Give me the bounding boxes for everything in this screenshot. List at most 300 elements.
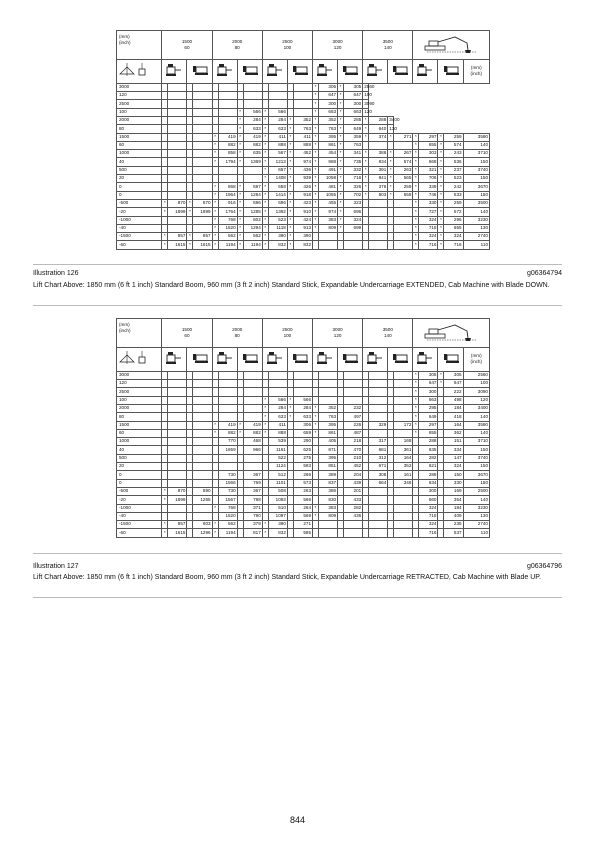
limit-marker-cell: * bbox=[413, 404, 419, 412]
load-value-cell bbox=[168, 83, 187, 91]
load-value-cell: 341 bbox=[344, 150, 363, 158]
limit-marker-cell: * bbox=[438, 141, 444, 149]
limit-marker-cell: * bbox=[313, 175, 319, 183]
radius-in: 60 bbox=[184, 333, 190, 338]
limit-marker-cell: * bbox=[287, 404, 293, 412]
limit-marker-cell: * bbox=[212, 521, 218, 529]
max-reach-cell: 2560 bbox=[463, 371, 489, 379]
load-value-cell: 730 bbox=[218, 471, 237, 479]
load-value-cell: 508 bbox=[268, 487, 287, 495]
load-value-cell: 439 bbox=[344, 479, 363, 487]
max-reach-cell: 130 bbox=[463, 224, 489, 232]
table-row bbox=[117, 421, 490, 429]
radius-mm: 3000 bbox=[332, 327, 343, 332]
lift-height-cell: 80 bbox=[117, 413, 162, 421]
load-value-cell: 939 bbox=[293, 175, 312, 183]
load-value-cell: 284 bbox=[243, 116, 262, 124]
limit-marker-cell: * bbox=[313, 116, 319, 124]
load-value-cell: 882 bbox=[218, 429, 237, 437]
load-value-cell: 1161 bbox=[268, 446, 287, 454]
load-value-cell: 308 bbox=[369, 471, 388, 479]
load-value-cell: 271 bbox=[394, 133, 413, 141]
load-value-cell: 259 bbox=[444, 199, 463, 207]
side-load-icon bbox=[237, 60, 262, 84]
height-load-icon bbox=[117, 60, 162, 84]
load-value-cell: 334 bbox=[444, 446, 463, 454]
limit-marker-cell: * bbox=[438, 150, 444, 158]
load-value-cell: 635 bbox=[419, 446, 438, 454]
limit-marker-cell: * bbox=[212, 208, 218, 216]
load-value-cell: 888 bbox=[268, 429, 287, 437]
max-reach-cell: 150 bbox=[463, 463, 489, 471]
load-value-cell: 295 bbox=[419, 404, 438, 412]
load-value-cell: 395 bbox=[318, 421, 337, 429]
lift-height-cell: -20 bbox=[117, 496, 162, 504]
side-load-icon bbox=[388, 348, 413, 372]
load-value-cell: 681 bbox=[369, 446, 388, 454]
load-value-cell: 383 bbox=[318, 504, 337, 512]
load-value-cell: 763 bbox=[344, 141, 363, 149]
radius-mm: 2000 bbox=[232, 39, 243, 44]
radius-1500-header bbox=[162, 319, 212, 348]
lift-height-cell: 120 bbox=[117, 92, 162, 100]
max-reach-cell: 150 bbox=[463, 479, 489, 487]
load-value-cell: 716 bbox=[419, 241, 438, 249]
load-value-cell: 768 bbox=[218, 216, 237, 224]
load-value-cell bbox=[394, 141, 413, 149]
load-value-cell: 419 bbox=[218, 421, 237, 429]
limit-marker-cell: * bbox=[313, 125, 319, 133]
limit-marker-cell: * bbox=[313, 133, 319, 141]
load-value-cell: 647 bbox=[318, 92, 337, 100]
limit-marker-cell: * bbox=[313, 166, 319, 174]
max-reach-cell: 130 bbox=[463, 512, 489, 520]
load-value-cell: 663 bbox=[344, 108, 363, 116]
limit-marker-cell: * bbox=[438, 241, 444, 249]
lift-height-cell: 3000 bbox=[117, 83, 162, 91]
load-value-cell bbox=[218, 108, 237, 116]
load-value-cell: 702 bbox=[344, 191, 363, 199]
load-value-cell: 988 bbox=[318, 158, 337, 166]
limit-marker-cell: * bbox=[338, 208, 344, 216]
limit-marker-cell: * bbox=[237, 141, 243, 149]
side-load-icon bbox=[187, 348, 212, 372]
lift-height-cell: 1000 bbox=[117, 150, 162, 158]
max-reach-cell: 100 bbox=[363, 92, 369, 100]
limit-marker-cell: * bbox=[338, 224, 344, 232]
limit-marker-cell: * bbox=[313, 150, 319, 158]
load-value-cell: 566 bbox=[268, 108, 287, 116]
load-value-cell: 634 bbox=[419, 479, 438, 487]
load-value-cell bbox=[168, 512, 187, 520]
lift-height-cell: -40 bbox=[117, 512, 162, 520]
load-value-cell bbox=[168, 116, 187, 124]
load-value-cell bbox=[168, 463, 187, 471]
load-value-cell: 317 bbox=[369, 438, 388, 446]
limit-marker-cell: * bbox=[313, 92, 319, 100]
load-value-cell bbox=[193, 471, 212, 479]
load-value-cell bbox=[394, 504, 413, 512]
lift-height-cell: 2500 bbox=[117, 388, 162, 396]
limit-marker-cell: * bbox=[338, 183, 344, 191]
load-value-cell bbox=[193, 191, 212, 199]
unit-mm: (mm) bbox=[119, 34, 130, 39]
load-value-cell bbox=[243, 100, 262, 108]
load-value-cell: 868 bbox=[218, 183, 237, 191]
limit-marker-cell: * bbox=[388, 150, 394, 158]
load-value-cell bbox=[168, 421, 187, 429]
front-load-icon bbox=[162, 348, 187, 372]
load-value-cell: 379 bbox=[243, 521, 262, 529]
load-value-cell: 716 bbox=[344, 175, 363, 183]
unit-inch: (inch) bbox=[119, 328, 131, 333]
load-value-cell: 857 bbox=[193, 233, 212, 241]
load-value-cell: 593 bbox=[293, 463, 312, 471]
limit-marker-cell: * bbox=[262, 158, 268, 166]
load-value-cell: 346 bbox=[394, 479, 413, 487]
limit-marker-cell: * bbox=[413, 233, 419, 241]
load-value-cell bbox=[243, 413, 262, 421]
load-value-cell: 574 bbox=[394, 158, 413, 166]
limit-marker-cell: * bbox=[237, 421, 243, 429]
limit-marker-cell: * bbox=[262, 133, 268, 141]
load-value-cell: 696 bbox=[344, 208, 363, 216]
load-value-cell: 510 bbox=[268, 504, 287, 512]
limit-marker-cell: * bbox=[388, 175, 394, 183]
max-reach-cell: 130 bbox=[388, 125, 394, 133]
radius-mm: 1500 bbox=[181, 39, 193, 44]
side-load-icon bbox=[438, 348, 463, 372]
load-value-cell: 696 bbox=[268, 199, 287, 207]
max-reach-cell: 110 bbox=[463, 529, 489, 537]
max-reach-cell: 3590 bbox=[463, 421, 489, 429]
limit-marker-cell: * bbox=[313, 83, 319, 91]
load-value-cell bbox=[168, 446, 187, 454]
load-value-cell: 763 bbox=[318, 125, 337, 133]
illustration-id: g06364796 bbox=[526, 563, 562, 570]
load-value-cell bbox=[394, 388, 413, 396]
illustration-label: Illustration 126 bbox=[33, 270, 79, 277]
load-value-cell bbox=[369, 396, 388, 404]
lift-height-cell: 20 bbox=[117, 463, 162, 471]
limit-marker-cell: * bbox=[162, 241, 168, 249]
max-reach-cell: 150 bbox=[463, 158, 489, 166]
load-value-cell: 232 bbox=[344, 404, 363, 412]
load-value-cell: 585 bbox=[293, 529, 312, 537]
load-value-cell: 332 bbox=[344, 166, 363, 174]
load-value-cell bbox=[243, 175, 262, 183]
limit-marker-cell: * bbox=[262, 183, 268, 191]
max-reach-cell: 100 bbox=[463, 380, 489, 388]
limit-marker-cell: * bbox=[287, 125, 293, 133]
max-reach-cell: 3090 bbox=[463, 388, 489, 396]
load-value-cell bbox=[243, 371, 262, 379]
table-row bbox=[117, 521, 490, 529]
radius-mm: 1500 bbox=[181, 327, 193, 332]
load-value-cell: 565 bbox=[394, 175, 413, 183]
load-value-cell bbox=[318, 396, 337, 404]
load-value-cell: 390 bbox=[268, 233, 287, 241]
limit-marker-cell: * bbox=[162, 496, 168, 504]
limit-marker-cell: * bbox=[338, 166, 344, 174]
load-value-cell: 916 bbox=[218, 199, 237, 207]
limit-marker-cell: * bbox=[313, 413, 319, 421]
load-value-cell bbox=[193, 183, 212, 191]
load-value-cell: 1899 bbox=[193, 208, 212, 216]
limit-marker-cell: * bbox=[287, 116, 293, 124]
load-value-cell bbox=[168, 125, 187, 133]
load-value-cell: 487 bbox=[344, 429, 363, 437]
load-value-cell bbox=[243, 380, 262, 388]
load-value-cell: 871 bbox=[318, 446, 337, 454]
load-value-cell: 305 bbox=[318, 83, 337, 91]
lift-height-cell: -500 bbox=[117, 199, 162, 207]
radius-in: 140 bbox=[383, 45, 392, 50]
load-value-cell: 267 bbox=[394, 150, 413, 158]
table-row bbox=[117, 183, 490, 191]
load-value-cell bbox=[168, 438, 187, 446]
load-value-cell bbox=[193, 429, 212, 437]
load-value-cell bbox=[193, 125, 212, 133]
table-row bbox=[117, 125, 490, 133]
limit-marker-cell: * bbox=[388, 183, 394, 191]
table-row bbox=[117, 404, 490, 412]
load-value-cell: 452 bbox=[293, 150, 312, 158]
load-value-cell: 321 bbox=[419, 166, 438, 174]
limit-marker-cell: * bbox=[237, 150, 243, 158]
limit-marker-cell: * bbox=[313, 100, 319, 108]
load-value-cell: 660 bbox=[419, 496, 438, 504]
max-reach-cell: 110 bbox=[463, 241, 489, 249]
limit-marker-cell: * bbox=[313, 429, 319, 437]
load-value-cell: 352 bbox=[318, 116, 337, 124]
figure-caption: Lift Chart Above: 1850 mm (6 ft 1 inch) Standard Boom, 960 mm (3 ft 2 inch) Standard Stick, Expandable Undercarriage EXTENDED, Cab Machine with Blade DOWN. bbox=[33, 282, 550, 289]
load-value-cell: 305 bbox=[444, 371, 463, 379]
load-value-cell bbox=[243, 92, 262, 100]
limit-marker-cell: * bbox=[338, 191, 344, 199]
limit-marker-cell: * bbox=[187, 233, 193, 241]
load-value-cell bbox=[168, 224, 187, 232]
limit-marker-cell: * bbox=[413, 191, 419, 199]
load-value-cell: 1265 bbox=[193, 496, 212, 504]
table-row bbox=[117, 529, 490, 537]
load-value-cell: 716 bbox=[444, 241, 463, 249]
load-value-cell: 558 bbox=[394, 191, 413, 199]
load-value-cell: 284 bbox=[293, 404, 312, 412]
lift-height-cell: 500 bbox=[117, 454, 162, 462]
limit-marker-cell: * bbox=[212, 529, 218, 537]
lift-height-cell: 500 bbox=[117, 166, 162, 174]
load-value-cell: 625 bbox=[293, 446, 312, 454]
load-value-cell: 699 bbox=[344, 224, 363, 232]
load-value-cell bbox=[218, 116, 237, 124]
load-value-cell: 324 bbox=[444, 233, 463, 241]
side-load-icon bbox=[237, 348, 262, 372]
load-value-cell bbox=[168, 396, 187, 404]
limit-marker-cell: * bbox=[212, 216, 218, 224]
limit-marker-cell: * bbox=[212, 224, 218, 232]
load-value-cell bbox=[193, 446, 212, 454]
load-value-cell bbox=[168, 175, 187, 183]
load-value-cell bbox=[268, 371, 287, 379]
load-value-cell: 288 bbox=[369, 116, 388, 124]
radius-in: 140 bbox=[383, 333, 392, 338]
side-load-icon bbox=[287, 60, 312, 84]
limit-marker-cell: * bbox=[363, 150, 369, 158]
load-value-cell: 1567 bbox=[218, 496, 237, 504]
limit-marker-cell: * bbox=[212, 133, 218, 141]
table-row bbox=[117, 413, 490, 421]
load-value-cell: 290 bbox=[293, 438, 312, 446]
load-value-cell: 172 bbox=[394, 421, 413, 429]
limit-marker-cell: * bbox=[287, 413, 293, 421]
load-value-cell bbox=[369, 380, 388, 388]
max-reach-cell: 140 bbox=[463, 496, 489, 504]
lift-height-cell: -60 bbox=[117, 241, 162, 249]
load-value-cell bbox=[394, 208, 413, 216]
limit-marker-cell: * bbox=[413, 183, 419, 191]
excavator-reach-icon bbox=[413, 31, 490, 60]
load-value-cell: 966 bbox=[243, 446, 262, 454]
load-value-cell bbox=[369, 371, 388, 379]
load-value-cell bbox=[369, 388, 388, 396]
load-value-cell: 572 bbox=[444, 208, 463, 216]
load-value-cell bbox=[218, 388, 237, 396]
load-value-cell: 468 bbox=[243, 438, 262, 446]
load-value-cell bbox=[168, 479, 187, 487]
limit-marker-cell: * bbox=[413, 388, 419, 396]
limit-marker-cell: * bbox=[338, 150, 344, 158]
load-value-cell: 275 bbox=[293, 454, 312, 462]
max-reach-cell: 140 bbox=[463, 208, 489, 216]
load-value-cell: 282 bbox=[419, 454, 438, 462]
load-value-cell bbox=[193, 175, 212, 183]
load-value-cell: 633 bbox=[243, 125, 262, 133]
load-value-cell bbox=[193, 100, 212, 108]
limit-marker-cell: * bbox=[162, 529, 168, 537]
load-value-cell bbox=[243, 388, 262, 396]
load-value-cell bbox=[344, 521, 363, 529]
load-value-cell bbox=[193, 396, 212, 404]
load-value-cell bbox=[369, 216, 388, 224]
load-value-cell bbox=[243, 463, 262, 471]
load-value-cell bbox=[394, 512, 413, 520]
load-value-cell: 523 bbox=[268, 216, 287, 224]
radius-mm: 3500 bbox=[382, 327, 393, 332]
table-row bbox=[117, 429, 490, 437]
lift-height-cell: 0 bbox=[117, 191, 162, 199]
load-value-cell: 649 bbox=[419, 413, 438, 421]
load-value-cell: 1794 bbox=[218, 158, 237, 166]
limit-marker-cell: * bbox=[162, 233, 168, 241]
load-value-cell bbox=[193, 463, 212, 471]
load-value-cell bbox=[168, 183, 187, 191]
load-value-cell: 809 bbox=[318, 512, 337, 520]
lift-height-cell: 3000 bbox=[117, 371, 162, 379]
load-value-cell: 763 bbox=[293, 125, 312, 133]
load-value-cell bbox=[168, 371, 187, 379]
load-value-cell: 1284 bbox=[243, 191, 262, 199]
load-value-cell bbox=[218, 100, 237, 108]
load-value-cell bbox=[218, 125, 237, 133]
load-value-cell: 1964 bbox=[218, 191, 237, 199]
load-value-cell bbox=[268, 388, 287, 396]
load-value-cell bbox=[268, 83, 287, 91]
limit-marker-cell: * bbox=[388, 158, 394, 166]
load-value-cell: 746 bbox=[419, 191, 438, 199]
load-value-cell: 419 bbox=[243, 133, 262, 141]
limit-marker-cell: * bbox=[187, 199, 193, 207]
limit-marker-cell: * bbox=[237, 216, 243, 224]
load-value-cell bbox=[168, 404, 187, 412]
table-row bbox=[117, 463, 490, 471]
load-value-cell: 297 bbox=[419, 421, 438, 429]
load-value-cell: 1615 bbox=[193, 241, 212, 249]
load-value-cell: 1118 bbox=[268, 224, 287, 232]
load-value-cell bbox=[394, 224, 413, 232]
load-value-cell bbox=[394, 529, 413, 537]
limit-marker-cell: * bbox=[262, 141, 268, 149]
load-value-cell: 405 bbox=[318, 438, 337, 446]
load-value-cell bbox=[193, 479, 212, 487]
load-value-cell: 329 bbox=[369, 421, 388, 429]
table-row bbox=[117, 454, 490, 462]
load-value-cell: 386 bbox=[369, 150, 388, 158]
load-value-cell: 330 bbox=[419, 199, 438, 207]
load-value-cell bbox=[193, 216, 212, 224]
limit-marker-cell: * bbox=[287, 175, 293, 183]
limit-marker-cell: * bbox=[262, 529, 268, 537]
load-value-cell bbox=[218, 175, 237, 183]
load-value-cell bbox=[243, 404, 262, 412]
load-value-cell: 419 bbox=[218, 133, 237, 141]
limit-marker-cell: * bbox=[413, 150, 419, 158]
limit-marker-cell: * bbox=[363, 116, 369, 124]
lift-height-cell: 2000 bbox=[117, 404, 162, 412]
limit-marker-cell: * bbox=[313, 141, 319, 149]
radius-1500-header bbox=[162, 31, 212, 60]
limit-marker-cell: * bbox=[262, 413, 268, 421]
max-reach-cell: 2500 bbox=[463, 487, 489, 495]
limit-marker-cell: * bbox=[438, 133, 444, 141]
load-value-cell: 235 bbox=[444, 521, 463, 529]
limit-marker-cell: * bbox=[212, 141, 218, 149]
load-value-cell bbox=[394, 199, 413, 207]
load-value-cell bbox=[168, 388, 187, 396]
limit-marker-cell: * bbox=[262, 191, 268, 199]
load-value-cell bbox=[218, 463, 237, 471]
load-value-cell bbox=[369, 429, 388, 437]
lift-height-cell: 1000 bbox=[117, 438, 162, 446]
limit-marker-cell: * bbox=[363, 175, 369, 183]
load-value-cell: 326 bbox=[344, 183, 363, 191]
load-value-cell: 597 bbox=[243, 183, 262, 191]
load-value-cell bbox=[193, 150, 212, 158]
max-reach-cell: 140 bbox=[463, 141, 489, 149]
load-value-cell bbox=[218, 380, 237, 388]
limit-marker-cell: * bbox=[287, 141, 293, 149]
load-value-cell bbox=[344, 233, 363, 241]
limit-marker-cell: * bbox=[287, 199, 293, 207]
figure-divider bbox=[33, 264, 562, 265]
limit-marker-cell: * bbox=[438, 158, 444, 166]
load-value-cell bbox=[193, 108, 212, 116]
limit-marker-cell: * bbox=[262, 125, 268, 133]
load-value-cell: 1392 bbox=[268, 208, 287, 216]
load-value-cell bbox=[218, 371, 237, 379]
load-value-cell: 569 bbox=[293, 512, 312, 520]
limit-marker-cell: * bbox=[338, 175, 344, 183]
